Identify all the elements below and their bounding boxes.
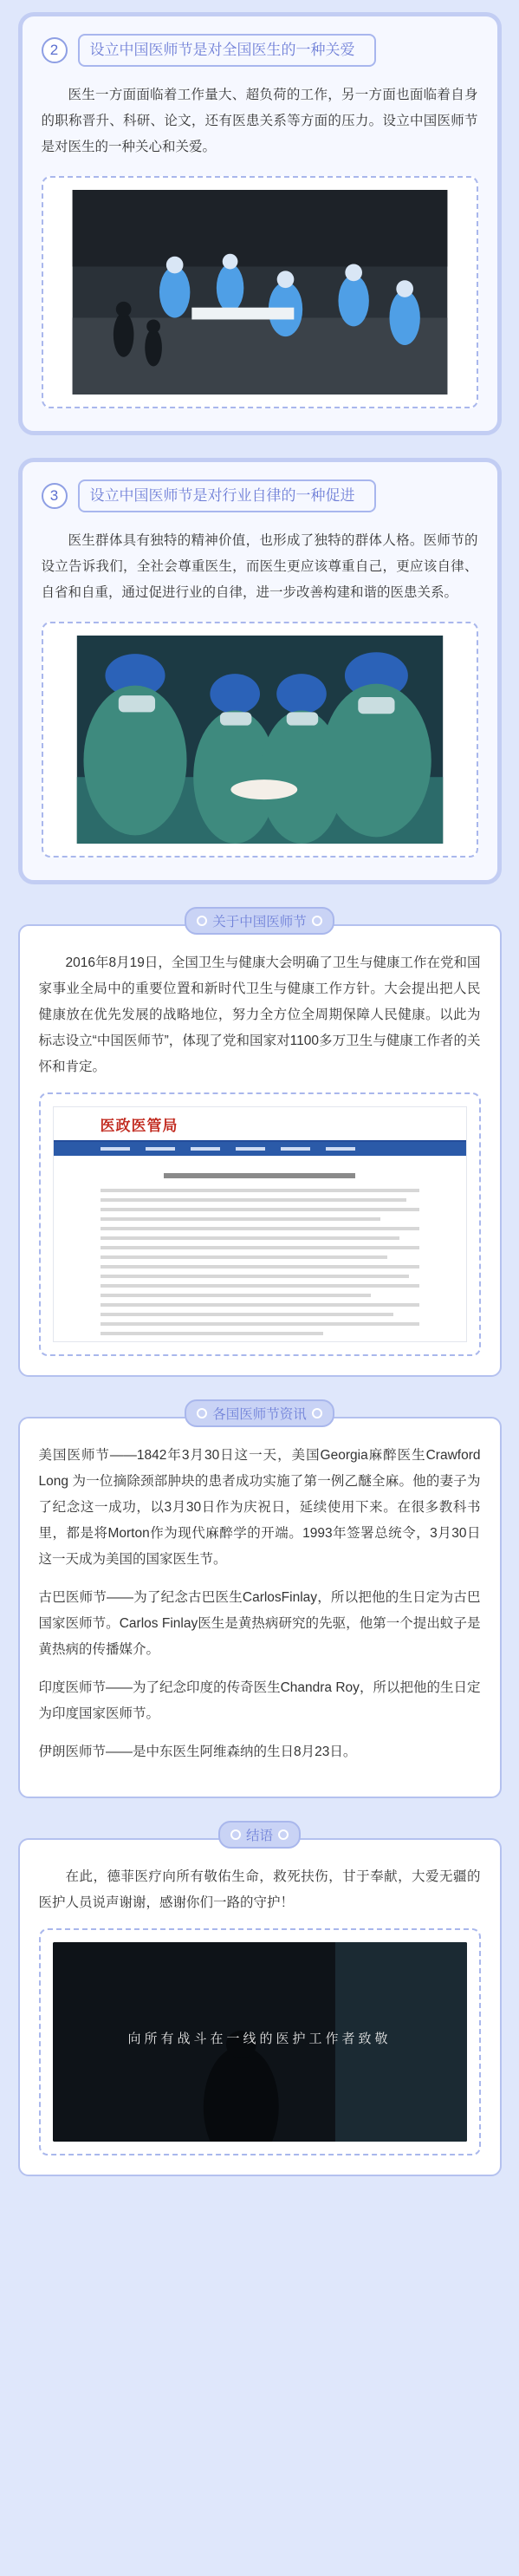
section-number-badge: 3 <box>42 483 68 509</box>
circle-icon <box>197 916 207 926</box>
section-title: 各国医师节资讯 <box>212 1407 307 1422</box>
photo-frame <box>39 1928 481 2155</box>
section-title-pill <box>185 1399 334 1427</box>
doc-nav-bar <box>54 1142 466 1156</box>
card-heading: 设立中国医师节是对行业自律的一种促进 <box>78 479 376 512</box>
doc-logo: 医政医管局 <box>100 1117 178 1134</box>
section-title: 结语 <box>245 1829 273 1843</box>
government-document-image <box>53 1106 467 1342</box>
doc-body <box>54 1156 466 1342</box>
tribute-photo <box>53 1942 467 2142</box>
ending-paragraph: 在此，德菲医疗向所有敬佑生命，救死扶伤，甘于奉献，大爱无疆的医护人员说声谢谢，感谢你们一路的守护！ <box>38 1869 481 1910</box>
circle-icon <box>312 1408 322 1418</box>
section-ending <box>0 1821 519 2176</box>
doc-header <box>54 1107 466 1142</box>
circle-icon <box>197 1408 207 1418</box>
cuba-day-text: 古巴医师节——为了纪念古巴医生CarlosFinlay，所以把他的生日定为古巴国家医师节。Carlos Finlay医生是黄热病研究的先驱，他第一个提出蚊子是黄热病的传播媒介。 <box>38 1590 481 1657</box>
photo-frame <box>42 622 478 858</box>
india-day-text: 印度医师节——为了纪念印度的传奇医生Chandra Roy，所以把他的生日定为印度国家医师节。 <box>38 1680 481 1721</box>
card-industry-discipline <box>18 458 502 884</box>
about-box <box>18 924 502 1377</box>
circle-icon <box>278 1829 289 1840</box>
section-title-row <box>0 907 519 935</box>
section-title-pill <box>185 907 334 935</box>
section-title-row <box>0 1821 519 1849</box>
card-paragraph: 医生群体具有独特的精神价值，也形成了独特的群体人格。医师节的设立告诉我们，全社会尊重医生，而医生更应该尊重自己，更应该自律、自省和自重，通过促进行业的自律，进一步改善构建和谐的医患关系。 <box>41 533 478 600</box>
card-header <box>42 34 478 67</box>
section-title-row <box>0 1399 519 1427</box>
world-box <box>18 1417 502 1798</box>
circle-icon <box>312 916 322 926</box>
photo-frame <box>42 176 478 408</box>
iran-day-text: 伊朗医师节——是中东医生阿维森纳的生日8月23日。 <box>38 1745 357 1759</box>
medical-workers-night-photo <box>55 190 464 395</box>
about-paragraph: 2016年8月19日，全国卫生与健康大会明确了卫生与健康工作在党和国家事业全局中的重要位置和新时代卫生与健康工作方针。大会提出把人民健康放在优先发展的战略地位，努力全方位全周期保障人民健康。以此为标志设立“中国医师节”，体现了党和国家对1100多万卫生与健康工作者的关怀和肯定。 <box>38 955 481 1074</box>
card-header <box>42 479 478 512</box>
tribute-caption: 向所有战斗在一线的医护工作者致敬 <box>127 2031 392 2046</box>
card-doctor-care <box>18 12 502 435</box>
photo-frame <box>39 1092 481 1356</box>
section-number-badge: 2 <box>42 37 68 63</box>
ending-box <box>18 1838 502 2176</box>
usa-day-text: 美国医师节——1842年3月30日这一天，美国Georgia麻醉医生Crawford Long 为一位摘除颈部肿块的患者成功实施了第一例乙醚全麻。他的妻子为了纪念这一成功，以3月30日作为庆祝日，延续使用下来。在很多教科书里，都是将Morton作为现代麻醉学的开端。1993年签署总统令，3月30日这一天成为美国的国家医生节。 <box>38 1448 481 1567</box>
circle-icon <box>230 1829 241 1840</box>
section-world-days <box>0 1399 519 1798</box>
card-paragraph: 医生一方面面临着工作量大、超负荷的工作，另一方面也面临着自身的职称晋升、科研、论文，还有医患关系等方面的压力。设立中国医师节是对医生的一种关心和关爱。 <box>41 88 478 154</box>
section-title-pill <box>218 1821 301 1849</box>
surgery-team-photo <box>55 636 464 844</box>
card-heading: 设立中国医师节是对全国医生的一种关爱 <box>78 34 376 67</box>
section-about <box>0 907 519 1377</box>
section-title: 关于中国医师节 <box>212 915 307 929</box>
